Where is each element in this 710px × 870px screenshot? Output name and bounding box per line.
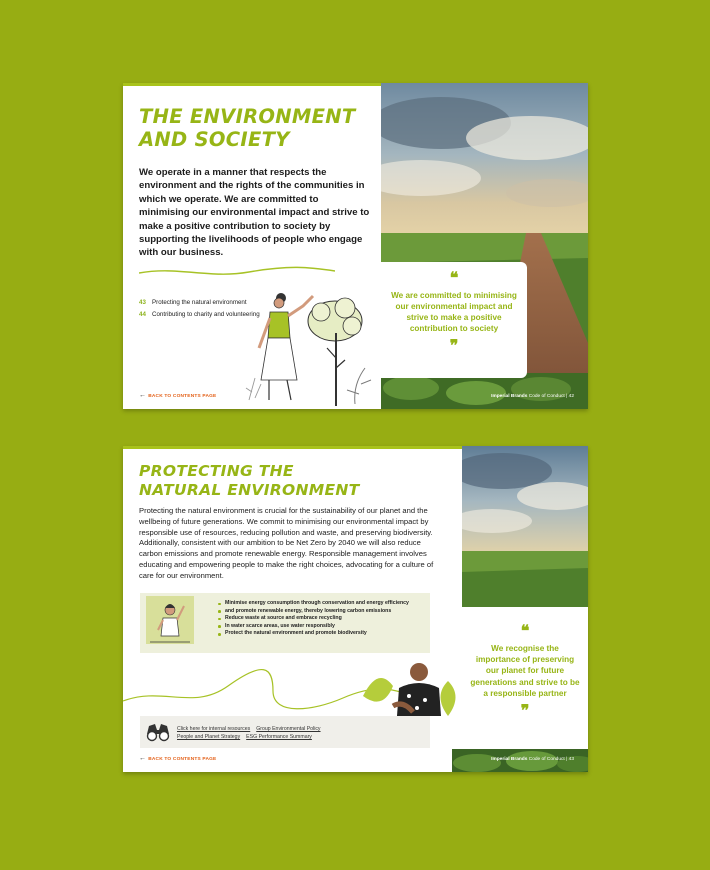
commitments-box [140, 593, 430, 653]
toc-number: 43 [139, 299, 146, 306]
back-link-label: BACK TO CONTENTS PAGE [148, 394, 217, 399]
resources-box [140, 716, 430, 748]
woman-with-tree-illustration [243, 288, 381, 409]
esg-summary-link[interactable]: ESG Performance Summary [246, 734, 312, 740]
open-quote-icon: ❝ [520, 621, 530, 640]
back-to-contents-link[interactable] [139, 392, 216, 399]
back-to-contents-link[interactable] [139, 755, 216, 762]
open-quote-icon: ❝ [449, 268, 459, 287]
toc-item[interactable] [139, 311, 260, 318]
list-item-continuation: and promote renewable energy, thereby lowering carbon emissions [218, 608, 409, 616]
field-photo-image [462, 446, 588, 607]
wavy-divider [139, 266, 335, 278]
pull-quote [462, 607, 588, 749]
footer-brand: Imperial Brands [491, 394, 528, 399]
back-arrow-icon: ← [139, 755, 147, 762]
environmental-policy-link[interactable]: Group Environmental Policy [256, 726, 321, 732]
toc-label: Contributing to charity and volunteering [152, 311, 260, 318]
page-title-line-1: PROTECTING THE [139, 462, 294, 480]
list-item: Minimise energy consumption through conservation and energy efficiency [218, 600, 409, 608]
field-sky-photo [462, 446, 588, 607]
list-item: In water scarce areas, use water responsibly [218, 623, 409, 631]
close-quote-icon: ❞ [520, 701, 530, 721]
list-item: Protect the natural environment and promote biodiversity [218, 630, 409, 638]
footer-text: Code of Conduct | 43 [528, 757, 574, 762]
footer-text: Code of Conduct | 42 [528, 394, 574, 399]
page-protecting-natural-environment [123, 446, 588, 772]
close-quote-icon: ❞ [449, 336, 459, 355]
page-title [139, 462, 360, 500]
footer-brand: Imperial Brands [491, 757, 528, 762]
body-paragraph: Protecting the natural environment is crucial for the sustainability of our planet and the wellbeing of future generations. We commit to minimising our environmental impact by responsible use of resources, reducing pollution and waste, and preserving biodiversity. Additionally, consistent with our ambition to be Net Zero by 2040 we will also reduce carbon emissions and promote renewable energy. Responsible management involves educating and empowering people to make the right choices, advocating for a culture of care for our environment. [139, 506, 434, 580]
people-planet-strategy-link[interactable]: People and Planet Strategy [177, 734, 241, 740]
page-environment-and-society [123, 83, 588, 409]
page-title [139, 105, 355, 151]
lead-paragraph: We operate in a manner that respects the environment and the rights of the communities in which we operate. We are committed to minimising our environmental impact and strive to make a positive contribution to society by supporting the livelihoods of people who engage with our business. [139, 167, 370, 259]
back-link-label: BACK TO CONTENTS PAGE [148, 757, 217, 762]
internal-resources-link[interactable]: Click here for internal resources [177, 726, 251, 732]
toc-number: 44 [139, 311, 146, 318]
pull-quote-text: We recognise the importance of preserving our planet for future generations and strive to be a responsible partner [470, 644, 580, 698]
commitments-list [218, 600, 409, 638]
woman-waving-illustration [146, 596, 194, 644]
page-title-line-2: NATURAL ENVIRONMENT [139, 481, 360, 499]
page-footer [491, 394, 574, 399]
pull-quote-text: We are committed to minimising our environmental impact and strive to make a positive contribution to society [391, 291, 517, 333]
page-title-line-1: THE ENVIRONMENT [139, 105, 356, 128]
toc-item[interactable] [139, 299, 247, 306]
pull-quote [381, 262, 527, 378]
list-item: Reduce waste at source and embrace recycling [218, 615, 409, 623]
back-arrow-icon: ← [139, 392, 147, 399]
page-footer [491, 757, 574, 762]
binoculars-icon [146, 722, 170, 747]
toc-label: Protecting the natural environment [152, 299, 247, 306]
page-title-line-2: AND SOCIETY [139, 128, 290, 151]
